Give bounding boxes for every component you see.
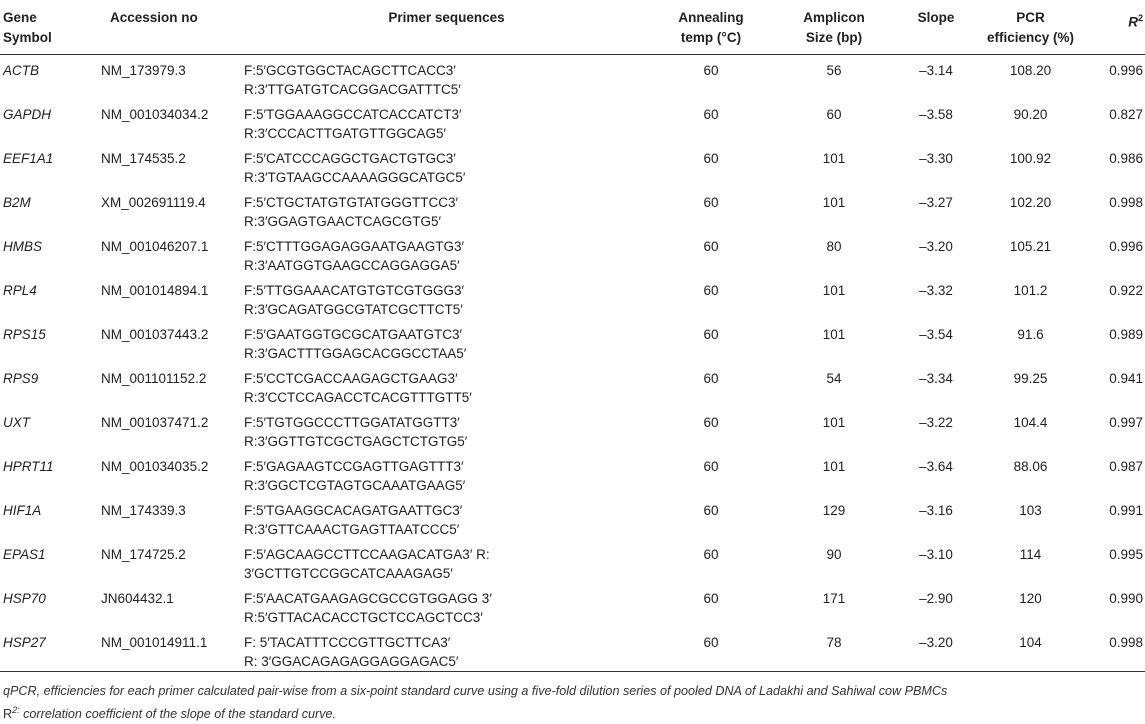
cell-primer-sequences xyxy=(243,275,650,319)
cell-primer-sequences xyxy=(243,363,650,407)
forward-primer: F:5′CATCCCAGGCTGACTGTGC3′ xyxy=(244,150,456,166)
cell-gene-symbol: HMBS xyxy=(3,238,43,254)
header-r-squared xyxy=(1085,0,1145,54)
cell-slope: –3.58 xyxy=(919,106,953,122)
table-row xyxy=(0,319,1145,363)
forward-primer: F:5′CTTTGGAGAGGAATGAAGTG3′ xyxy=(244,238,465,254)
reverse-primer: R:3′GGCTCGTAGTGCAAATGAAG5′ xyxy=(244,477,466,493)
cell-amplicon-size: 129 xyxy=(822,502,846,518)
table-row xyxy=(0,54,1145,99)
forward-primer: F:5′GAATGGTGCGCATGAATGTC3′ xyxy=(244,326,463,342)
header-slope: Slope xyxy=(896,0,976,54)
header-primer-sequences: Primer sequences xyxy=(243,0,650,54)
cell-primer-sequences xyxy=(243,627,650,672)
header-annealing-temp: Annealing temp (°C) xyxy=(650,0,772,54)
cell-primer-sequences xyxy=(243,143,650,187)
cell-primer-sequences xyxy=(243,407,650,451)
footnote-r-superscript: 2: xyxy=(12,705,20,715)
cell-gene-symbol: HPRT11 xyxy=(3,458,54,474)
cell-annealing-temp: 60 xyxy=(703,106,719,122)
cell-slope: –3.14 xyxy=(919,62,953,78)
cell-slope: –3.64 xyxy=(919,458,953,474)
footnote-r-squared xyxy=(3,701,1133,724)
table-footnotes xyxy=(3,682,1133,724)
cell-r-squared: 0.996 xyxy=(1109,62,1143,78)
cell-r-squared: 0.827 xyxy=(1109,106,1143,122)
cell-primer-sequences xyxy=(243,54,650,99)
cell-accession: XM_002691119.4 xyxy=(101,194,206,210)
reverse-primer: R:5′GTTACACACCTGCTCCAGCTCC3′ xyxy=(244,609,483,625)
table-body xyxy=(0,54,1145,671)
cell-pcr-efficiency: 88.06 xyxy=(1013,458,1048,474)
table-row xyxy=(0,583,1145,627)
header-accession: Accession no xyxy=(98,0,243,54)
cell-gene-symbol: GAPDH xyxy=(3,106,52,122)
cell-gene-symbol: EPAS1 xyxy=(3,546,46,562)
cell-primer-sequences xyxy=(243,187,650,231)
cell-gene-symbol: ACTB xyxy=(3,62,40,78)
cell-accession: NM_001034034.2 xyxy=(101,106,209,122)
reverse-primer: R:3′GGAGTGAACTCAGCGTG5′ xyxy=(244,213,442,229)
table-row xyxy=(0,143,1145,187)
table-row xyxy=(0,407,1145,451)
cell-r-squared: 0.941 xyxy=(1109,370,1143,386)
cell-accession: JN604432.1 xyxy=(101,590,174,606)
cell-slope: –3.16 xyxy=(919,502,953,518)
cell-accession: NM_001037443.2 xyxy=(101,326,209,342)
table-row xyxy=(0,275,1145,319)
reverse-primer: R:3′CCCACTTGATGTTGGCAG5′ xyxy=(244,125,447,141)
cell-accession: NM_001037471.2 xyxy=(101,414,209,430)
cell-gene-symbol: HSP27 xyxy=(0,627,98,672)
forward-primer: F:5′GCGTGGCTACAGCTTCACC3′ xyxy=(244,62,456,78)
cell-pcr-efficiency: 104.4 xyxy=(1013,414,1048,430)
cell-gene-symbol: RPL4 xyxy=(3,282,37,298)
reverse-primer: R: 3′GGACAGAGAGGAGGAGAC5′ xyxy=(244,653,459,669)
cell-primer-sequences xyxy=(243,451,650,495)
reverse-primer: R:3′AATGGTGAAGCCAGGAGGA5′ xyxy=(244,257,460,273)
cell-annealing-temp: 60 xyxy=(703,150,719,166)
cell-slope: –3.30 xyxy=(919,150,953,166)
forward-primer: F:5′CCTCGACCAAGAGCTGAAG3′ xyxy=(244,370,458,386)
cell-annealing-temp: 60 xyxy=(703,282,719,298)
table-header xyxy=(0,0,1145,54)
forward-primer: F: 5′TACATTTCCCGTTGCTTCA3′ xyxy=(244,634,451,650)
reverse-primer: R:3′GCAGATGGCGTATCGCTTCT5′ xyxy=(244,301,463,317)
cell-amplicon-size: 54 xyxy=(826,370,842,386)
cell-amplicon-size: 80 xyxy=(826,238,842,254)
reverse-primer: 3′GCTTGTCCGGCATCAAAGAG5′ xyxy=(244,565,453,581)
cell-annealing-temp: 60 xyxy=(703,502,719,518)
cell-gene-symbol: RPS15 xyxy=(3,326,46,342)
reverse-primer: R:3′CCTCCAGACCTCACGTTTGTT5′ xyxy=(244,389,472,405)
cell-pcr-efficiency: 100.92 xyxy=(1009,150,1052,166)
table-row xyxy=(0,231,1145,275)
header-gene-symbol: Gene Symbol xyxy=(0,0,98,54)
cell-primer-sequences xyxy=(243,539,650,583)
table-row xyxy=(0,363,1145,407)
table-row xyxy=(0,627,1145,672)
cell-accession: NM_173979.3 xyxy=(101,62,186,78)
cell-pcr-efficiency: 104 xyxy=(976,627,1085,672)
forward-primer: F:5′AACATGAAGAGCGCCGTGGAGG 3′ xyxy=(244,590,492,606)
cell-accession: NM_001034035.2 xyxy=(101,458,209,474)
table-row xyxy=(0,99,1145,143)
cell-annealing-temp: 60 xyxy=(703,238,719,254)
reverse-primer: R:3′TTGATGTCACGGACGATTTC5′ xyxy=(244,81,461,97)
cell-accession: NM_174535.2 xyxy=(101,150,186,166)
cell-amplicon-size: 101 xyxy=(822,414,846,430)
cell-gene-symbol: UXT xyxy=(3,414,30,430)
cell-r-squared: 0.991 xyxy=(1109,502,1143,518)
cell-gene-symbol: HIF1A xyxy=(3,502,42,518)
cell-pcr-efficiency: 108.20 xyxy=(1009,62,1052,78)
cell-r-squared: 0.996 xyxy=(1109,238,1143,254)
cell-amplicon-size: 171 xyxy=(822,590,846,606)
cell-accession: NM_174725.2 xyxy=(101,546,186,562)
cell-slope: –2.90 xyxy=(919,590,953,606)
header-r-symbol: R xyxy=(1128,14,1138,30)
cell-amplicon-size: 101 xyxy=(822,194,846,210)
cell-r-squared: 0.998 xyxy=(1085,627,1145,672)
forward-primer: F:5′TGGAAAGGCCATCACCATCT3′ xyxy=(244,106,462,122)
cell-accession: NM_001046207.1 xyxy=(101,238,209,254)
footnote-qpcr: qPCR, efficiencies for each primer calculated pair-wise from a six-point standard curve using a five-fold dilution series of pooled DNA of Ladakhi and Sahiwal cow PBMCs xyxy=(3,684,948,698)
cell-annealing-temp: 60 xyxy=(703,370,719,386)
cell-pcr-efficiency: 102.20 xyxy=(1009,194,1052,210)
table-row xyxy=(0,451,1145,495)
table-row xyxy=(0,495,1145,539)
cell-annealing-temp: 60 xyxy=(703,194,719,210)
cell-pcr-efficiency: 120 xyxy=(1019,590,1042,606)
reverse-primer: R:3′GACTTTGGAGCACGGCCTAA5′ xyxy=(244,345,467,361)
cell-accession: NM_001014911.1 xyxy=(98,627,243,672)
table-row xyxy=(0,187,1145,231)
cell-slope: –3.20 xyxy=(919,238,953,254)
forward-primer: F:5′TGTGGCCCTTGGATATGGTT3′ xyxy=(244,414,460,430)
cell-annealing-temp: 60 xyxy=(703,458,719,474)
cell-primer-sequences xyxy=(243,583,650,627)
cell-pcr-efficiency: 114 xyxy=(1019,546,1042,562)
header-pcr-efficiency: PCR efficiency (%) xyxy=(976,0,1085,54)
cell-r-squared: 0.995 xyxy=(1109,546,1143,562)
cell-slope: –3.34 xyxy=(919,370,953,386)
cell-pcr-efficiency: 101.2 xyxy=(1013,282,1048,298)
cell-amplicon-size: 101 xyxy=(822,150,846,166)
header-r-superscript: 2 xyxy=(1137,13,1143,23)
cell-slope: –3.54 xyxy=(919,326,953,342)
cell-pcr-efficiency: 103 xyxy=(1019,502,1042,518)
cell-pcr-efficiency: 91.6 xyxy=(1017,326,1044,342)
cell-slope: –3.10 xyxy=(919,546,953,562)
cell-pcr-efficiency: 90.20 xyxy=(1013,106,1048,122)
cell-gene-symbol: RPS9 xyxy=(3,370,39,386)
cell-primer-sequences xyxy=(243,495,650,539)
cell-amplicon-size: 78 xyxy=(772,627,896,672)
reverse-primer: R:3′GGTTGTCGCTGAGCTCTGTG5′ xyxy=(244,433,468,449)
forward-primer: F:5′AGCAAGCCTTCCAAGACATGA3′ R: xyxy=(244,546,490,562)
cell-pcr-efficiency: 105.21 xyxy=(1009,238,1052,254)
header-amplicon-size: Amplicon Size (bp) xyxy=(772,0,896,54)
cell-gene-symbol: HSP70 xyxy=(3,590,46,606)
cell-amplicon-size: 101 xyxy=(822,458,846,474)
forward-primer: F:5′GAGAAGTCCGAGTTGAGTTT3′ xyxy=(244,458,464,474)
cell-r-squared: 0.998 xyxy=(1109,194,1143,210)
reverse-primer: R:3′TGTAAGCCAAAAGGGCATGC5′ xyxy=(244,169,466,185)
cell-gene-symbol: B2M xyxy=(3,194,31,210)
cell-accession: NM_001014894.1 xyxy=(101,282,209,298)
cell-accession: NM_174339.3 xyxy=(101,502,186,518)
cell-annealing-temp: 60 xyxy=(703,62,719,78)
cell-slope: –3.27 xyxy=(919,194,953,210)
cell-annealing-temp: 60 xyxy=(703,590,719,606)
cell-slope: –3.20 xyxy=(896,627,976,672)
footnote-r-symbol: R xyxy=(3,707,13,722)
cell-amplicon-size: 60 xyxy=(826,106,842,122)
table-row xyxy=(0,539,1145,583)
cell-r-squared: 0.987 xyxy=(1109,458,1143,474)
cell-slope: –3.32 xyxy=(919,282,953,298)
cell-gene-symbol: EEF1A1 xyxy=(3,150,54,166)
cell-annealing-temp: 60 xyxy=(703,326,719,342)
reverse-primer: R:3′GTTCAAACTGAGTTAATCCC5′ xyxy=(244,521,460,537)
cell-primer-sequences xyxy=(243,319,650,363)
cell-r-squared: 0.986 xyxy=(1109,150,1143,166)
cell-amplicon-size: 101 xyxy=(822,282,846,298)
cell-accession: NM_001101152.2 xyxy=(101,370,207,386)
forward-primer: F:5′CTGCTATGTGTATGGGTTCC3′ xyxy=(244,194,459,210)
footnote-r-text: correlation coefficient of the slope of the standard curve. xyxy=(19,707,337,722)
cell-amplicon-size: 90 xyxy=(826,546,842,562)
cell-r-squared: 0.922 xyxy=(1109,282,1143,298)
cell-r-squared: 0.997 xyxy=(1109,414,1143,430)
cell-pcr-efficiency: 99.25 xyxy=(1013,370,1048,386)
cell-r-squared: 0.990 xyxy=(1109,590,1143,606)
cell-amplicon-size: 56 xyxy=(826,62,842,78)
forward-primer: F:5′TTGGAAACATGTGTCGTGGG3′ xyxy=(244,282,465,298)
cell-amplicon-size: 101 xyxy=(822,326,846,342)
cell-r-squared: 0.989 xyxy=(1109,326,1143,342)
cell-annealing-temp: 60 xyxy=(703,546,719,562)
cell-annealing-temp: 60 xyxy=(650,627,772,672)
cell-slope: –3.22 xyxy=(919,414,953,430)
cell-primer-sequences xyxy=(243,99,650,143)
cell-annealing-temp: 60 xyxy=(703,414,719,430)
forward-primer: F:5′TGAAGGCACAGATGAATTGC3′ xyxy=(244,502,463,518)
cell-primer-sequences xyxy=(243,231,650,275)
